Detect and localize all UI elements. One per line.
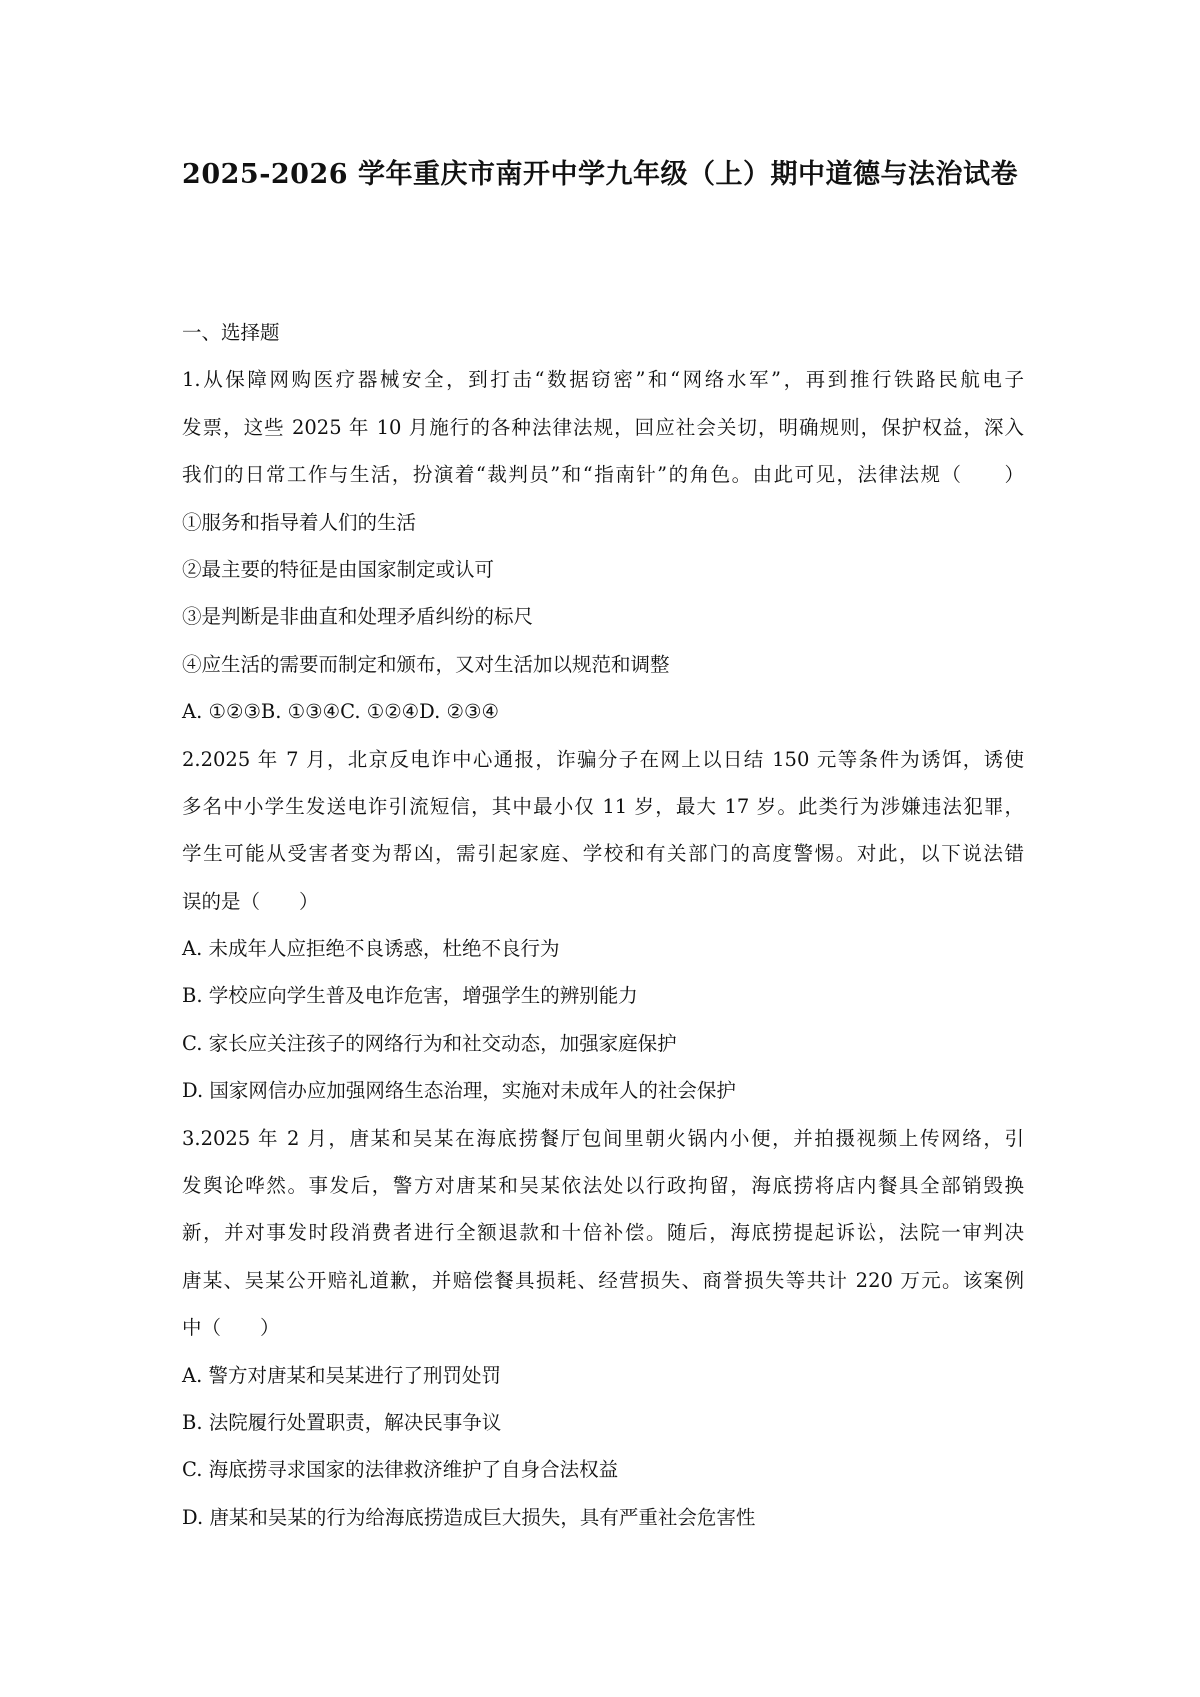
question-1-statement-4: ④应生活的需要而制定和颁布，又对生活加以规范和调整: [182, 652, 670, 676]
question-2-option-c: C. 家长应关注孩子的网络行为和社交动态，加强家庭保护: [182, 1031, 677, 1055]
question-3-option-d: D. 唐某和吴某的行为给海底捞造成巨大损失，具有严重社会危害性: [182, 1505, 756, 1529]
question-3-stem-line: 发舆论哗然。事发后，警方对唐某和吴某依法处以行政拘留，海底捞将店内餐具全部销毁换: [182, 1174, 1024, 1198]
question-3-stem-line: 新，并对事发时段消费者进行全额退款和十倍补偿。随后，海底捞提起诉讼，法院一审判决: [182, 1221, 1024, 1245]
question-2-stem-line: 学生可能从受害者变为帮凶，需引起家庭、学校和有关部门的高度警惕。对此，以下说法错: [182, 842, 1024, 866]
question-2: [182, 736, 1024, 1115]
question-2-option-a: A. 未成年人应拒绝不良诱惑，杜绝不良行为: [182, 937, 560, 961]
question-2-stem-line: 多名中小学生发送电诈引流短信，其中最小仅 11 岁，最大 17 岁。此类行为涉嫌违法犯罪，: [182, 794, 1024, 818]
question-1-statement-1: ①服务和指导着人们的生活: [182, 510, 417, 534]
question-2-option-b: B. 学校应向学生普及电诈危害，增强学生的辨别能力: [182, 984, 638, 1008]
section-heading: 一、选择题: [182, 321, 280, 344]
question-3-option-a: A. 警方对唐某和吴某进行了刑罚处罚: [182, 1363, 501, 1387]
question-3-option-c: C. 海底捞寻求国家的法律救济维护了自身合法权益: [182, 1458, 619, 1482]
exam-content: [182, 309, 1024, 1541]
question-3-stem-line: 3.2025 年 2 月，唐某和吴某在海底捞餐厅包间里朝火锅内小便，并拍摄视频上传网络，引: [182, 1126, 1024, 1150]
question-3: [182, 1115, 1024, 1542]
question-1-stem-line: 我们的日常工作与生活，扮演着“裁判员”和“指南针”的角色。由此可见，法律法规（ ）: [182, 463, 1024, 487]
question-3-option-b: B. 法院履行处置职责，解决民事争议: [182, 1410, 502, 1434]
question-1-statement-3: ③是判断是非曲直和处理矛盾纠纷的标尺: [182, 605, 534, 629]
question-3-stem-line: 中（ ）: [182, 1316, 280, 1340]
question-1: [182, 356, 1024, 735]
question-2-option-d: D. 国家网信办应加强网络生态治理，实施对未成年人的社会保护: [182, 1079, 736, 1103]
question-1-statement-2: ②最主要的特征是由国家制定或认可: [182, 557, 495, 581]
question-1-options: A. ①②③B. ①③④C. ①②④D. ②③④: [182, 700, 499, 724]
exam-title: 2025-2026 学年重庆市南开中学九年级（上）期中道德与法治试卷: [182, 159, 1018, 190]
question-2-stem-line: 误的是（ ）: [182, 889, 319, 913]
question-3-stem-line: 唐某、吴某公开赔礼道歉，并赔偿餐具损耗、经营损失、商誉损失等共计 220 万元。该案例: [182, 1268, 1024, 1292]
question-2-stem-line: 2.2025 年 7 月，北京反电诈中心通报，诈骗分子在网上以日结 150 元等条件为诱饵，诱使: [182, 747, 1024, 771]
question-1-stem-line: 发票，这些 2025 年 10 月施行的各种法律法规，回应社会关切，明确规则，保护权益，深入: [182, 415, 1024, 439]
question-1-stem-line: 1.从保障网购医疗器械安全，到打击“数据窃密”和“网络水军”，再到推行铁路民航电子: [182, 368, 1024, 392]
